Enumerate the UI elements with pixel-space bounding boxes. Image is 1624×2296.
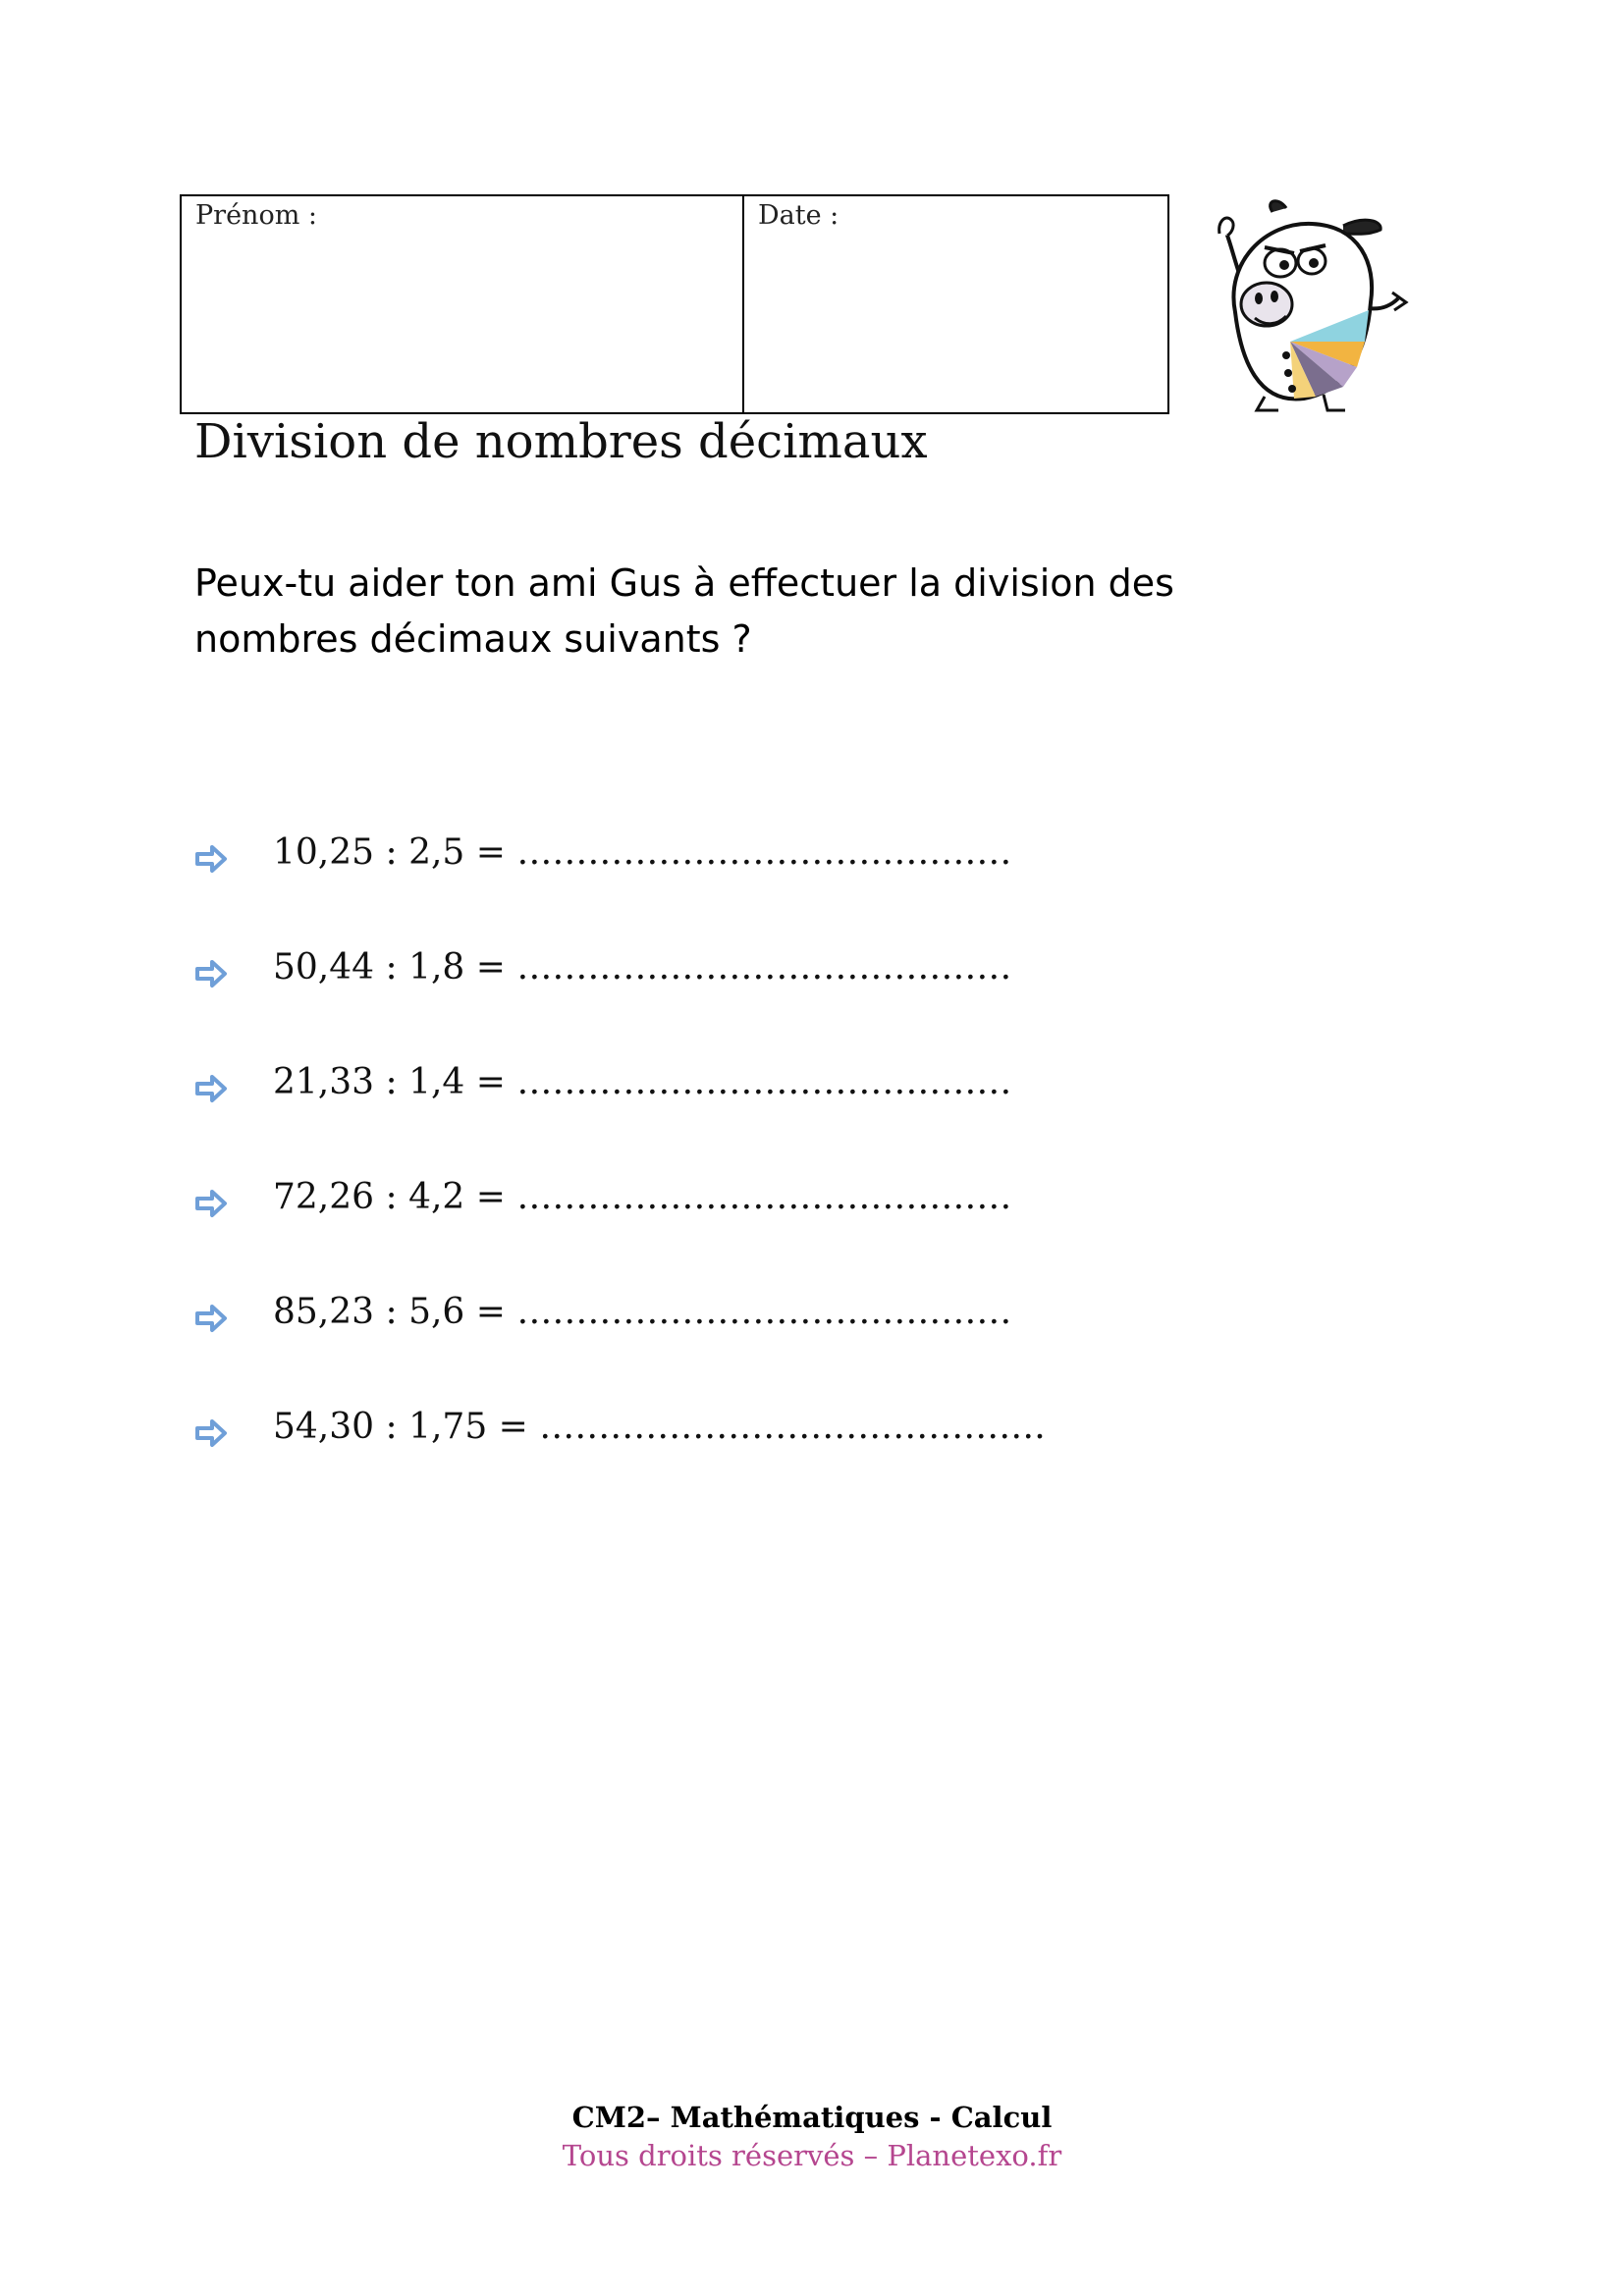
right-arrow-icon (194, 1189, 228, 1218)
right-arrow-icon (194, 1304, 228, 1333)
exercise-expression[interactable]: 10,25 : 2,5 = …………………………………… (273, 832, 1012, 873)
prenom-label: Prénom : (195, 200, 317, 231)
exercise-expression[interactable]: 21,33 : 1,4 = …………………………………… (273, 1062, 1012, 1102)
date-field[interactable] (744, 196, 1167, 412)
name-date-box (180, 194, 1169, 414)
sheep-mascot-icon (1196, 194, 1410, 414)
right-arrow-icon (194, 1418, 228, 1448)
exercise-item (194, 947, 1274, 1062)
prenom-field[interactable] (182, 196, 744, 412)
page-title: Division de nombres décimaux (194, 414, 928, 469)
exercise-item (194, 1292, 1274, 1407)
exercise-list (194, 832, 1274, 1522)
footer-copyright: Tous droits réservés – Planetexo.fr (562, 2139, 1062, 2172)
exercise-expression[interactable]: 50,44 : 1,8 = …………………………………… (273, 947, 1012, 988)
exercise-expression[interactable]: 85,23 : 5,6 = …………………………………… (273, 1292, 1012, 1332)
exercise-item (194, 1062, 1274, 1177)
date-label: Date : (758, 200, 839, 231)
exercise-item (194, 1177, 1274, 1292)
exercise-expression[interactable]: 54,30 : 1,75 = ……………………………………. (273, 1407, 1046, 1447)
footer-subject: CM2– Mathématiques - Calcul (571, 2101, 1053, 2134)
exercise-item (194, 832, 1274, 947)
right-arrow-icon (194, 959, 228, 988)
instruction-text: Peux-tu aider ton ami Gus à effectuer la division des nombres décimaux suivants ? (194, 561, 1174, 661)
exercise-item (194, 1407, 1274, 1522)
right-arrow-icon (194, 1074, 228, 1103)
exercise-expression[interactable]: 72,26 : 4,2 = …………………………………… (273, 1177, 1012, 1217)
right-arrow-icon (194, 844, 228, 874)
